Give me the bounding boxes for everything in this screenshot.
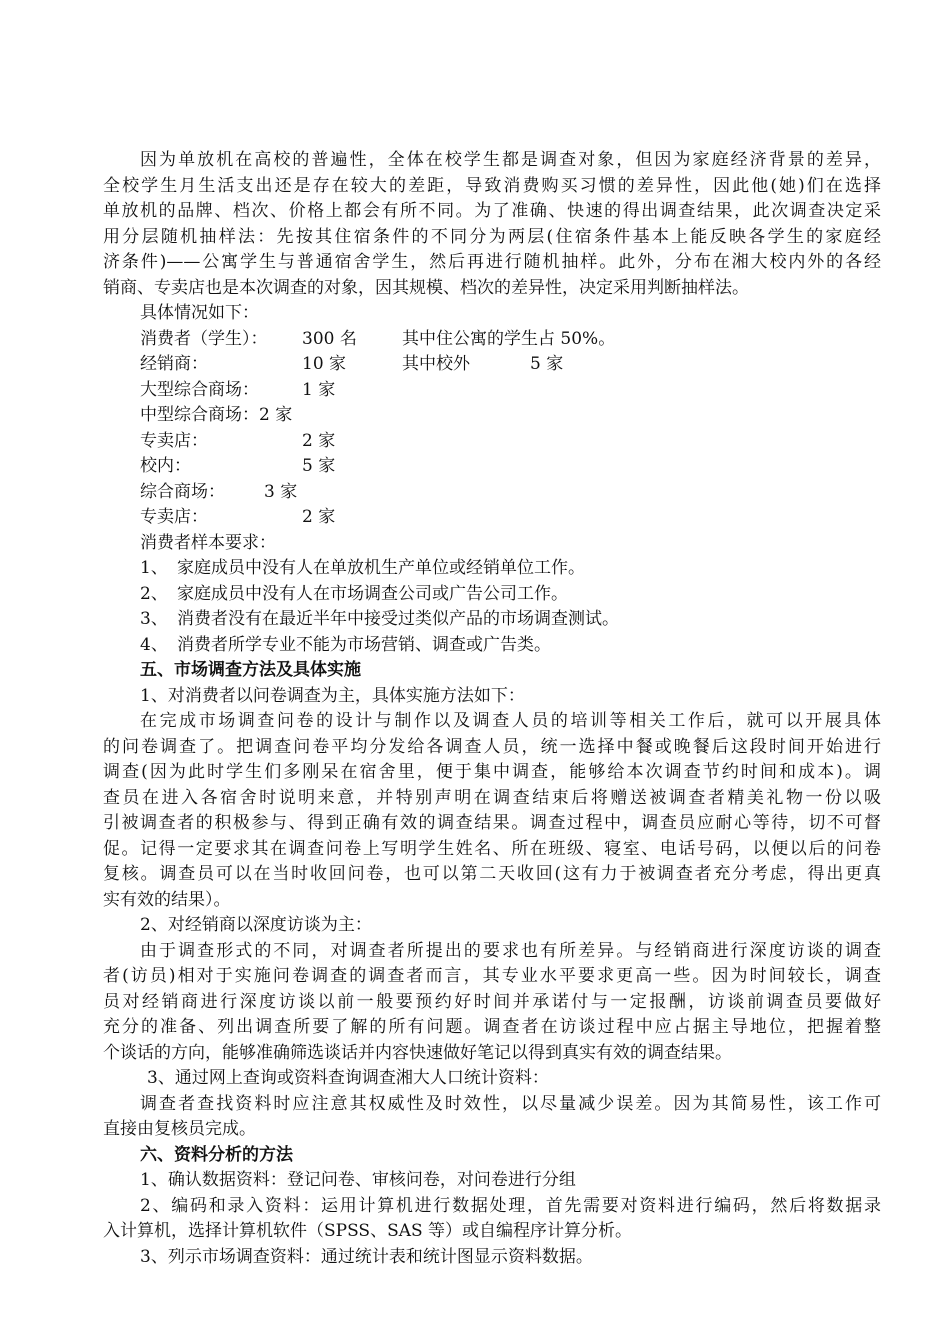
row-label: 消费者（学生）： xyxy=(140,328,268,349)
paragraph-line: 调查者查找资料时应注意其权威性及时效性，以尽量减少误差。因为其简易性，该工作可 xyxy=(140,1093,881,1114)
list-item: 3、列示市场调查资料：通过统计表和统计图显示资料数据。 xyxy=(140,1246,593,1267)
list-text: 消费者所学专业不能为市场营销、调查或广告类。 xyxy=(177,634,551,655)
paragraph-line: 济条件)——公寓学生与普通宿舍学生，然后再进行随机抽样。此外，分布在湘大校内外的各经 xyxy=(103,252,881,272)
row-label: 专卖店： xyxy=(140,430,208,451)
paragraph-line: 由于调查形式的不同，对调查者所提出的要求也有所差异。与经销商进行深度访谈的调查 xyxy=(140,940,881,961)
list-number: 2、 xyxy=(140,583,168,604)
row-extra: 其中住公寓的学生占 50%。 xyxy=(402,328,616,349)
row-value: 3 家 xyxy=(264,481,298,502)
row-value: 10 家 xyxy=(302,354,347,374)
subsection-heading: 3、通过网上查询或资料查询调查湘大人口统计资料： xyxy=(147,1068,549,1088)
paragraph-line: 充分的准备、列出调查所要了解的所有问题。调查者在访谈过程中应占据主导地位，把握着整 xyxy=(103,1017,881,1037)
row-label: 中型综合商场：2 家 xyxy=(140,405,293,425)
list-text: 家庭成员中没有人在市场调查公司或广告公司工作。 xyxy=(177,583,568,604)
list-text: 家庭成员中没有人在单放机生产单位或经销单位工作。 xyxy=(177,558,585,578)
paragraph-line: 者(访员)相对于实施问卷调查的调查者而言，其专业水平要求更高一些。因为时间较长，调查 xyxy=(103,966,881,986)
paragraph-line: 入计算机，选择计算机软件（SPSS、SAS 等）或自编程序计算分析。 xyxy=(103,1221,633,1241)
paragraph-line: 引被调查者的积极参与、得到正确有效的调查结果。调查过程中，调查员应耐心等待，切不可督 xyxy=(103,813,881,833)
paragraph-line: 复核。调查员可以在当时收回问卷，也可以第二天收回(这有力于被调查者充分考虑，得出更真 xyxy=(103,864,881,884)
sample-req-title: 消费者样本要求： xyxy=(140,532,276,553)
paragraph-line: 销商、专卖店也是本次调查的对象，因其规模、档次的差异性，决定采用判断抽样法。 xyxy=(103,277,749,298)
document-body xyxy=(103,148,881,1270)
paragraph-line: 在完成市场调查问卷的设计与制作以及调查人员的培训等相关工作后，就可以开展具体 xyxy=(140,711,881,731)
row-extra2: 5 家 xyxy=(530,354,564,374)
situation-row xyxy=(103,454,881,480)
situation-row xyxy=(103,480,881,506)
row-value: 1 家 xyxy=(302,379,336,400)
paragraph-line: 直接由复核员完成。 xyxy=(103,1119,256,1139)
section-heading: 五、市场调查方法及具体实施 xyxy=(140,660,361,680)
paragraph-line: 个谈话的方向，能够准确筛选谈话并内容快速做好笔记以得到真实有效的调查结果。 xyxy=(103,1042,732,1063)
paragraph-line: 调查(因为此时学生们多刚呆在宿舍里，便于集中调查，能够给本次调查节约时间和成本)。调 xyxy=(103,762,881,782)
situation-row xyxy=(103,429,881,455)
row-value: 5 家 xyxy=(302,456,336,476)
subsection-heading: 2、对经销商以深度访谈为主： xyxy=(140,915,372,935)
subsection-heading: 1、对消费者以问卷调查为主，具体实施方法如下： xyxy=(140,685,525,706)
paragraph-line: 员对经销商进行深度访谈以前一般要预约好时间并承诺付与一定报酬，访谈前调查员要做好 xyxy=(103,991,881,1012)
situation-row xyxy=(103,378,881,404)
paragraph-line: 的问卷调查了。把调查问卷平均分发给各调查人员，统一选择中餐或晚餐后这段时间开始进行 xyxy=(103,736,881,757)
paragraph-line: 全校学生月生活支出还是存在较大的差距，导致消费购买习惯的差异性，因此他(她)们在选择 xyxy=(103,175,881,196)
row-label: 大型综合商场： xyxy=(140,379,259,400)
list-number: 3、 xyxy=(140,609,168,629)
row-label: 校内： xyxy=(140,456,191,476)
list-item xyxy=(103,607,881,633)
paragraph-line: 用分层随机抽样法：先按其住宿条件的不同分为两层(住宿条件基本上能反映各学生的家庭经 xyxy=(103,226,881,247)
row-label: 综合商场： xyxy=(140,481,225,502)
paragraph-line: 促。记得一定要求其在调查问卷上写明学生姓名、所在班级、寝室、电话号码，以便以后的问卷 xyxy=(103,838,881,859)
paragraph-line: 因为单放机在高校的普遍性，全体在校学生都是调查对象，但因为家庭经济背景的差异， xyxy=(140,150,881,170)
list-item: 2、编码和录入资料：运用计算机进行数据处理，首先需要对资料进行编码，然后将数据录 xyxy=(140,1195,881,1216)
situation-row xyxy=(103,327,881,353)
situation-row xyxy=(103,403,881,429)
paragraph-line: 单放机的品牌、档次、价格上都会有所不同。为了准确、快速的得出调查结果，此次调查决定采 xyxy=(103,201,881,221)
situation-row xyxy=(103,352,881,378)
list-item xyxy=(103,556,881,582)
list-item xyxy=(103,582,881,608)
list-item: 1、确认数据资料：登记问卷、审核问卷，对问卷进行分组 xyxy=(140,1170,576,1190)
row-label: 专卖店： xyxy=(140,507,208,527)
row-value: 2 家 xyxy=(302,507,336,527)
row-value: 2 家 xyxy=(302,430,336,451)
paragraph-line: 查员在进入各宿舍时说明来意，并特别声明在调查结束后将赠送被调查者精美礼物一份以吸 xyxy=(103,787,881,808)
list-item xyxy=(103,633,881,659)
paragraph-line: 实有效的结果）。 xyxy=(103,889,231,910)
row-value: 300 名 xyxy=(302,328,357,349)
situation-intro: 具体情况如下： xyxy=(140,303,259,323)
section-heading: 六、资料分析的方法 xyxy=(140,1144,293,1165)
list-number: 4、 xyxy=(140,634,168,655)
list-number: 1、 xyxy=(140,558,168,578)
row-label: 经销商： xyxy=(140,354,208,374)
row-extra: 其中校外 xyxy=(402,354,470,374)
situation-row xyxy=(103,505,881,531)
list-text: 消费者没有在最近半年中接受过类似产品的市场调查测试。 xyxy=(177,609,619,629)
